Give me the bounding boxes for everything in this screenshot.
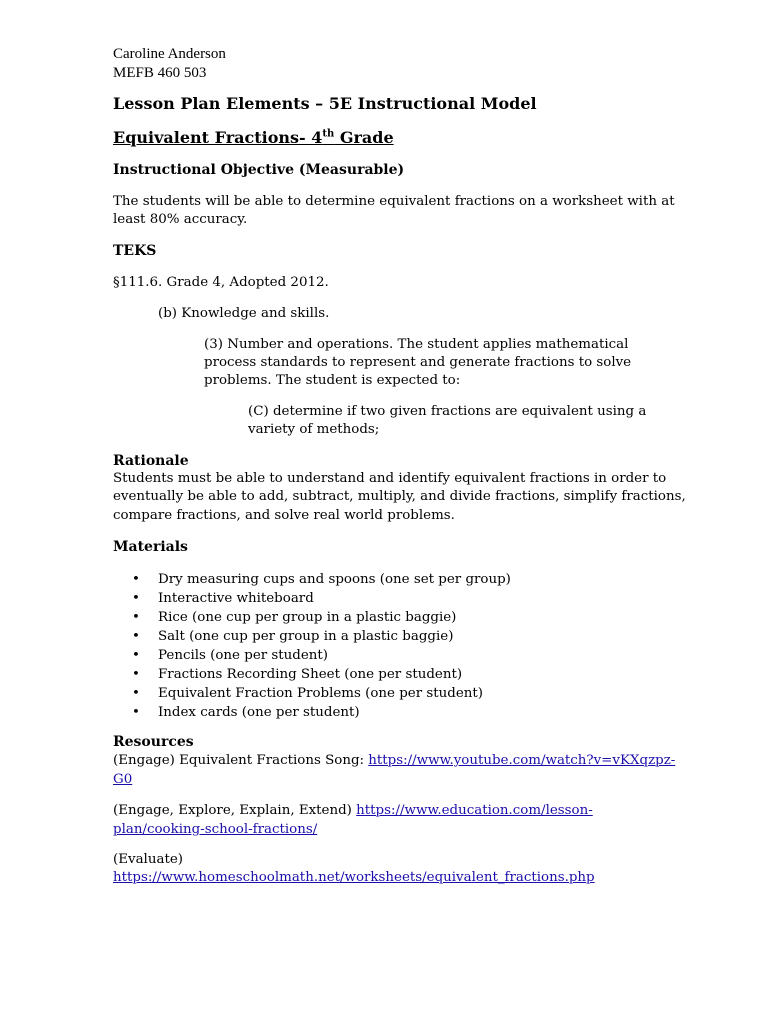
teks-section: §111.6. Grade 4, Adopted 2012. — [113, 275, 329, 290]
youtube-link[interactable]: https://www.youtube.com/watch?v=vKXqzpz- — [368, 753, 676, 768]
resource-2-line-2 — [113, 821, 317, 840]
resources-heading: Resources — [113, 734, 194, 750]
materials-heading: Materials — [113, 539, 188, 555]
list-item — [132, 646, 511, 665]
resource-3-label: (Evaluate) — [113, 852, 183, 867]
list-item — [132, 608, 511, 627]
objective-line-2: least 80% accuracy. — [113, 212, 248, 227]
teks-3-line-1: (3) Number and operations. The student applies mathematical — [204, 337, 629, 352]
list-item-text: Interactive whiteboard — [158, 591, 314, 606]
bullet-icon: • — [132, 667, 140, 682]
lesson-subtitle — [113, 128, 394, 147]
list-item — [132, 703, 511, 722]
rationale-heading: Rationale — [113, 453, 189, 469]
list-item-text: Dry measuring cups and spoons (one set per group) — [158, 572, 511, 587]
list-item-text: Index cards (one per student) — [158, 705, 360, 720]
bullet-icon: • — [132, 648, 140, 663]
list-item-text: Equivalent Fraction Problems (one per student) — [158, 686, 483, 701]
teks-c-line-2: variety of methods; — [248, 422, 380, 437]
list-item — [132, 665, 511, 684]
list-item — [132, 684, 511, 703]
list-item — [132, 589, 511, 608]
resource-1-line-1 — [113, 752, 675, 771]
resource-1-line-2 — [113, 771, 132, 790]
teks-3-line-3: problems. The student is expected to: — [204, 373, 461, 388]
subtitle-superscript: th — [322, 128, 335, 140]
teks-heading: TEKS — [113, 243, 157, 259]
resource-3-line — [113, 869, 595, 888]
materials-list — [132, 570, 511, 722]
list-item-text: Fractions Recording Sheet (one per student) — [158, 667, 463, 682]
bullet-icon: • — [132, 572, 140, 587]
teks-c-line-1: (C) determine if two given fractions are equivalent using a — [248, 404, 647, 419]
education-link-continued[interactable]: plan/cooking-school-fractions/ — [113, 822, 318, 837]
resource-1-label: (Engage) Equivalent Fractions Song: — [113, 753, 369, 768]
document-title: Lesson Plan Elements – 5E Instructional Model — [113, 94, 537, 113]
resource-2-label: (Engage, Explore, Explain, Extend) — [113, 803, 357, 818]
education-link[interactable]: https://www.education.com/lesson- — [356, 803, 593, 818]
bullet-icon: • — [132, 629, 140, 644]
homeschoolmath-link[interactable]: https://www.homeschoolmath.net/worksheets/equivalent_fractions.php — [113, 870, 595, 885]
rationale-line-1: Students must be able to understand and identify equivalent fractions in order to — [113, 471, 667, 486]
course-code: MEFB 460 503 — [113, 65, 207, 81]
list-item-text: Rice (one cup per group in a plastic baggie) — [158, 610, 457, 625]
list-item — [132, 570, 511, 589]
resource-2-line-1 — [113, 802, 593, 821]
list-item-text: Salt (one cup per group in a plastic baggie) — [158, 629, 454, 644]
objective-heading: Instructional Objective (Measurable) — [113, 162, 405, 178]
rationale-line-2: eventually be able to add, subtract, multiply, and divide fractions, simplify fractions, — [113, 489, 686, 504]
teks-b: (b) Knowledge and skills. — [158, 306, 330, 321]
bullet-icon: • — [132, 610, 140, 625]
author-name: Caroline Anderson — [113, 46, 226, 62]
subtitle-main: Equivalent Fractions- 4 — [113, 128, 323, 147]
subtitle-grade: Grade — [334, 128, 394, 147]
teks-3-line-2: process standards to represent and generate fractions to solve — [204, 355, 632, 370]
rationale-line-3: compare fractions, and solve real world problems. — [113, 508, 455, 523]
objective-line-1: The students will be able to determine equivalent fractions on a worksheet with at — [113, 194, 675, 209]
bullet-icon: • — [132, 686, 140, 701]
youtube-link-continued[interactable]: G0 — [113, 772, 133, 787]
bullet-icon: • — [132, 591, 140, 606]
list-item — [132, 627, 511, 646]
bullet-icon: • — [132, 705, 140, 720]
list-item-text: Pencils (one per student) — [158, 648, 328, 663]
